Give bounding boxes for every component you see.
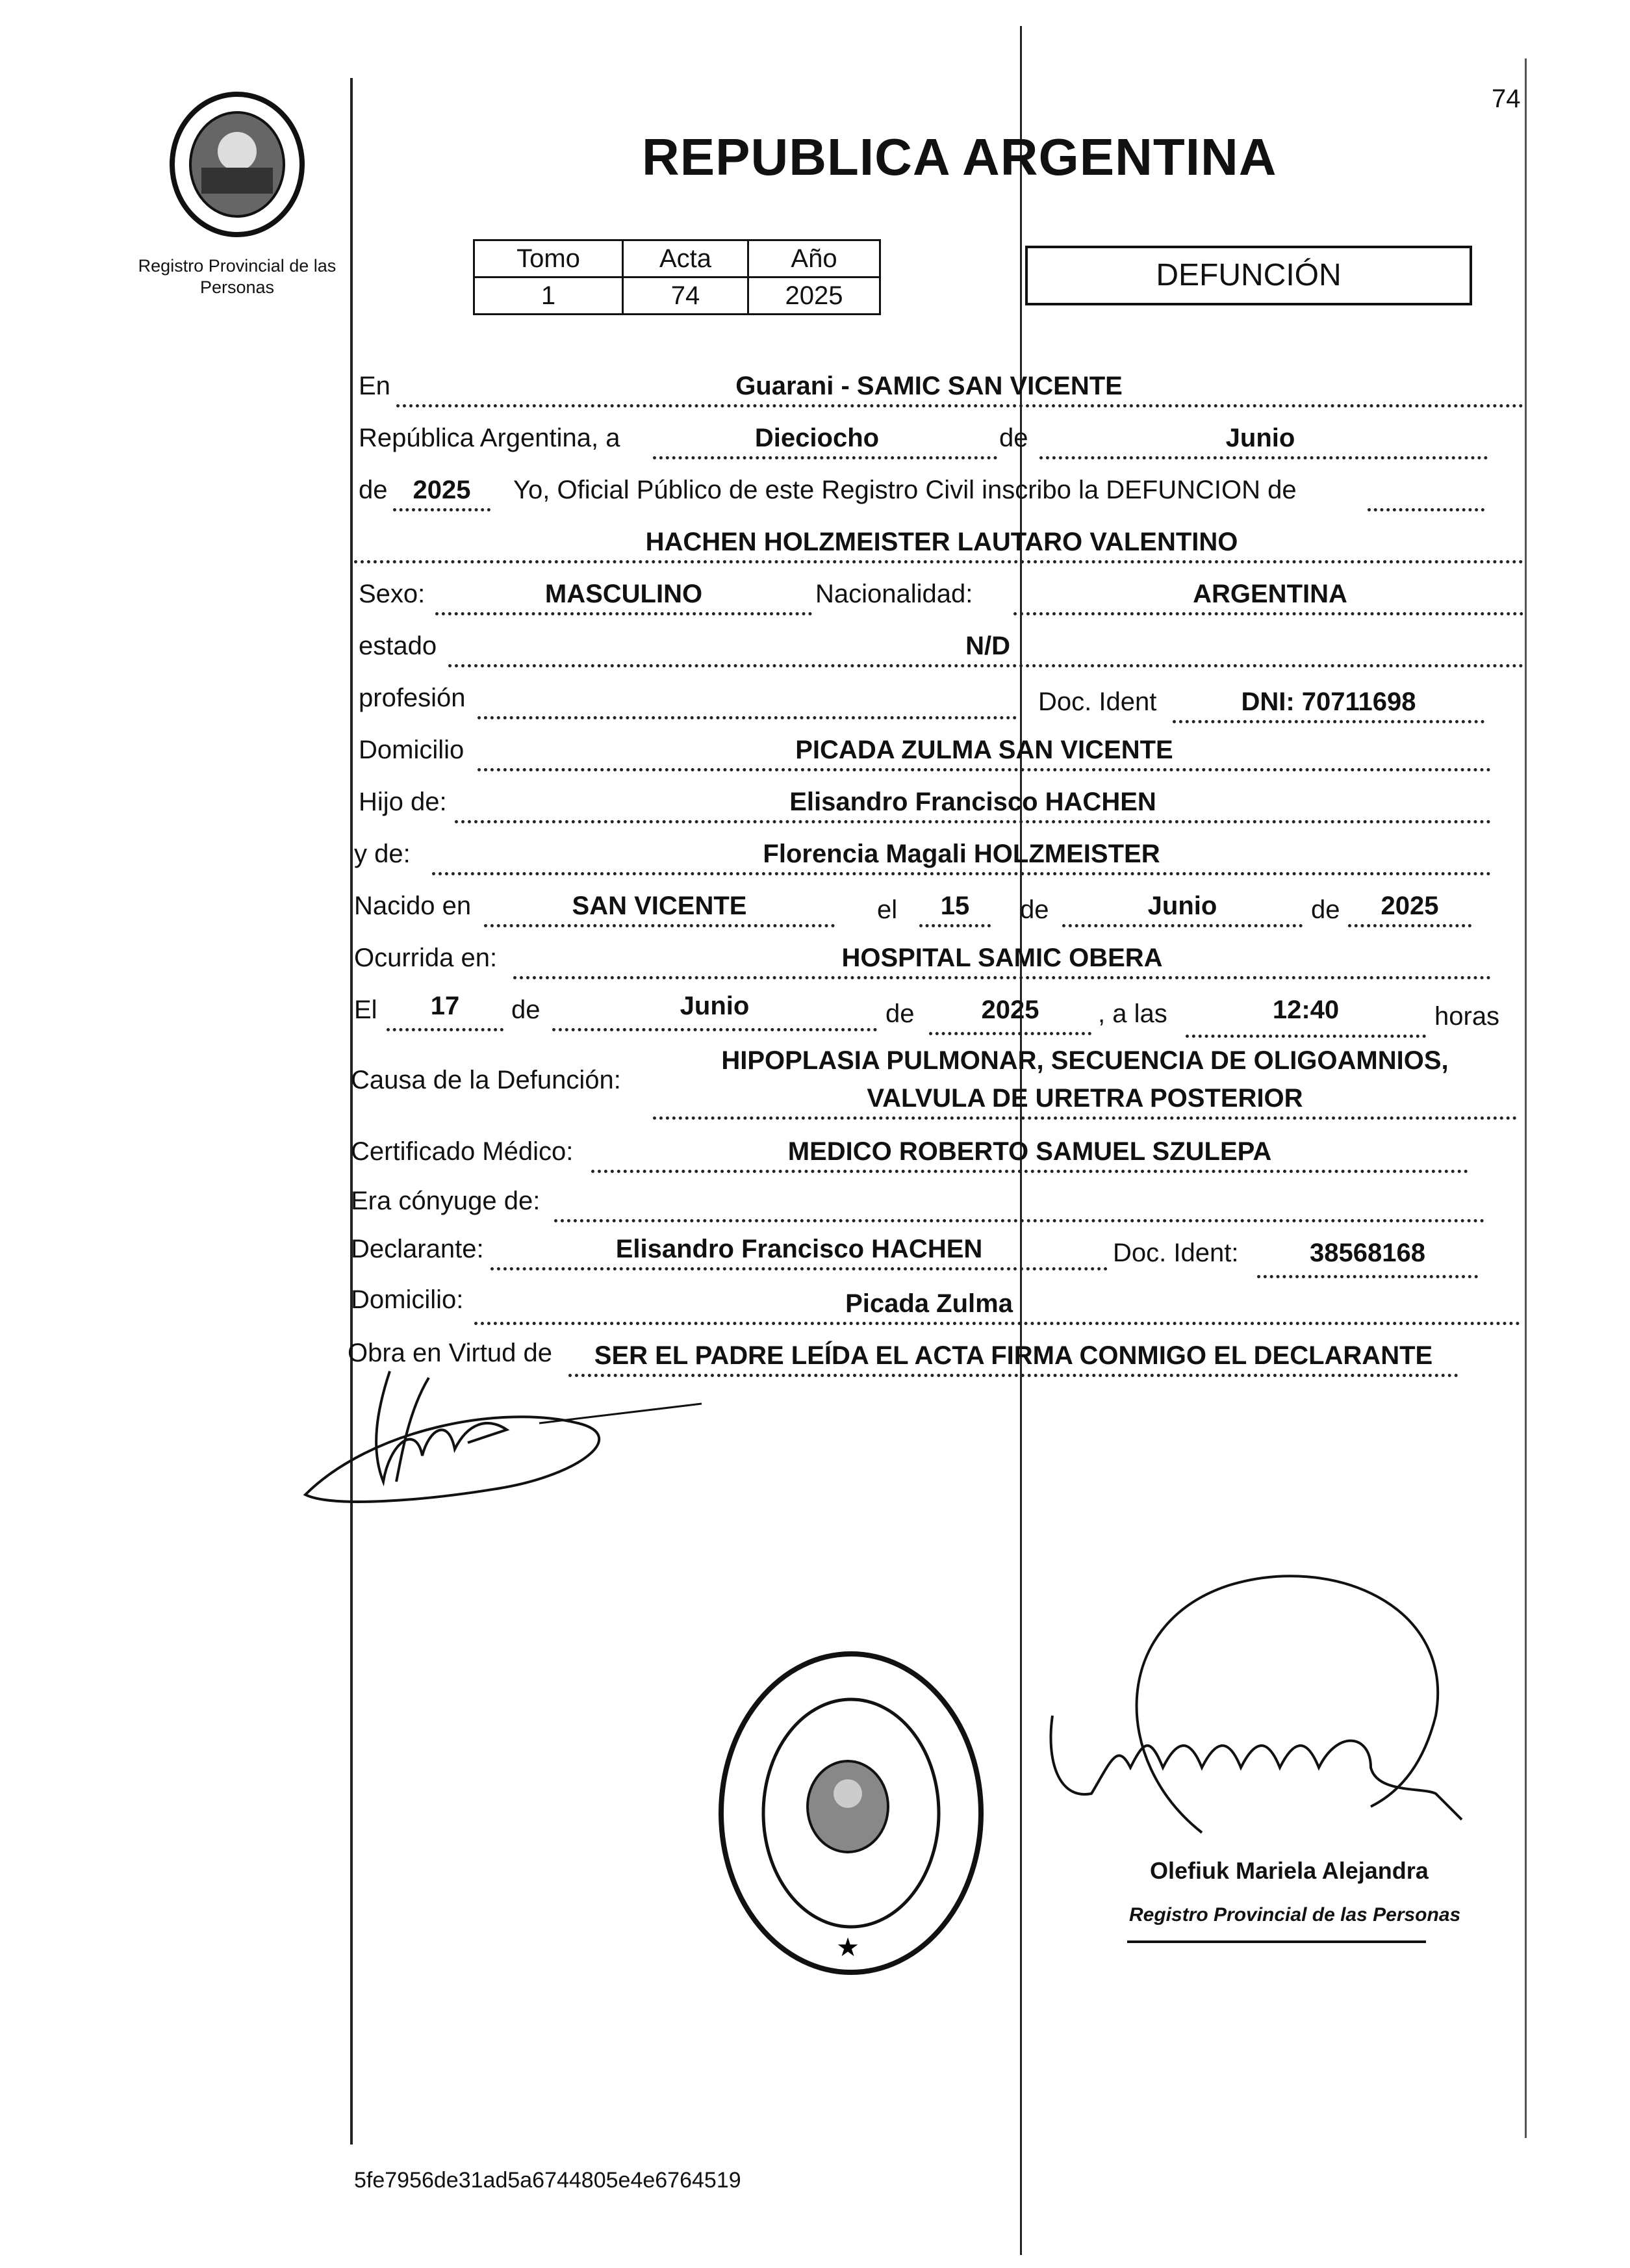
dotted-line [554, 1219, 1484, 1222]
official-registry: Registro Provincial de las Personas [1129, 1904, 1461, 1926]
acta-header: Acta [623, 240, 748, 277]
anio-value: 2025 [748, 277, 880, 315]
label-nacionalidad: Nacionalidad: [815, 580, 973, 608]
label-el: el [877, 896, 898, 924]
nombre-value: HACHEN HOLZMEISTER LAUTARO VALENTINO [645, 528, 1238, 556]
dotted-line [1257, 1275, 1478, 1278]
dotted-line [455, 820, 1491, 823]
label-hijo-de: Hijo de: [359, 788, 447, 816]
certificado-value: MEDICO ROBERTO SAMUEL SZULEPA [787, 1137, 1272, 1166]
dotted-line [1039, 456, 1488, 459]
official-name: Olefiuk Mariela Alejandra [1150, 1857, 1429, 1884]
lugar-value: Guarani - SAMIC SAN VICENTE [735, 372, 1123, 400]
estado-value: N/D [965, 632, 1010, 660]
document-hash: 5fe7956de31ad5a6744805e4e6764519 [354, 2168, 741, 2193]
declarante-value: Elisandro Francisco HACHEN [615, 1235, 983, 1263]
dia-value: Dieciocho [754, 424, 880, 452]
dotted-line [387, 1028, 503, 1031]
dotted-line [1348, 924, 1471, 927]
dotted-line [919, 924, 991, 927]
dotted-line [929, 1032, 1091, 1035]
label-conyuge: Era cónyuge de: [351, 1187, 541, 1215]
dotted-line [513, 976, 1491, 979]
dotted-line [393, 508, 490, 511]
declarante-domicilio-value: Picada Zulma [845, 1289, 1013, 1318]
label-estado: estado [359, 632, 437, 660]
label-domicilio: Domicilio [359, 736, 465, 764]
nacido-dia-value: 15 [940, 892, 970, 920]
dotted-line [448, 664, 1523, 667]
dotted-line [552, 1028, 877, 1031]
dotted-line [396, 404, 1523, 407]
right-margin-line [1525, 58, 1527, 2138]
label-domicilio2: Domicilio: [351, 1285, 464, 1314]
sexo-value: MASCULINO [544, 580, 703, 608]
label-de-mes: de [1020, 896, 1049, 924]
domicilio-value: PICADA ZULMA SAN VICENTE [795, 736, 1173, 764]
label-nacido-en: Nacido en [354, 892, 472, 920]
label-de-year: de [359, 476, 388, 504]
label-a-las: , a las [1098, 999, 1167, 1028]
label-obra: Obra en Virtud de [348, 1339, 553, 1367]
nacido-anio-value: 2025 [1381, 892, 1439, 920]
official-signature [1033, 1547, 1488, 1846]
registry-name: Registro Provincial de las Personas [138, 256, 337, 297]
dotted-line [478, 716, 1017, 719]
label-profesion: profesión [359, 684, 466, 712]
label-de2: de [511, 996, 541, 1024]
acta-value: 74 [623, 277, 748, 315]
registry-stamp [708, 1644, 994, 1982]
label-causa: Causa de la Defunción: [351, 1066, 621, 1094]
dotted-line [1062, 924, 1303, 927]
def-anio-value: 2025 [981, 996, 1039, 1024]
anio-value: 2025 [413, 476, 471, 504]
nacido-mes-value: Junio [1147, 892, 1217, 920]
declarant-signature [292, 1352, 734, 1521]
label-de-anio: de [1311, 896, 1340, 924]
official-underline [1127, 1940, 1426, 1943]
anio-header: Año [748, 240, 880, 277]
dotted-line [474, 1322, 1520, 1325]
left-margin-line [350, 78, 353, 2145]
dotted-line [478, 768, 1491, 771]
def-mes-value: Junio [680, 992, 750, 1020]
dotted-line [1368, 508, 1484, 511]
causa-line-2: VALVULA DE URETRA POSTERIOR [867, 1084, 1303, 1113]
dotted-line [490, 1267, 1108, 1270]
misiones-seal-logo [162, 90, 312, 239]
stamp-inner-text [0, 0, 1, 1]
label-rep-arg: República Argentina, a [359, 424, 620, 452]
dotted-line [435, 612, 812, 615]
dotted-line [653, 456, 997, 459]
tomo-header: Tomo [474, 240, 623, 277]
nacionalidad-value: ARGENTINA [1193, 580, 1347, 608]
dotted-line [432, 872, 1491, 875]
ocurrida-value: HOSPITAL SAMIC OBERA [841, 944, 1163, 972]
obra-value: SER EL PADRE LEÍDA EL ACTA FIRMA CONMIGO EL DECLARANTE [594, 1341, 1433, 1370]
label-de: de [999, 424, 1028, 452]
label-horas: horas [1434, 1002, 1500, 1031]
label-doc-ident: Doc. Ident [1038, 688, 1157, 716]
label-de3: de [885, 999, 915, 1028]
declarante-doc-value: 38568168 [1310, 1239, 1425, 1267]
dotted-line [1186, 1035, 1426, 1038]
def-hora-value: 12:40 [1272, 996, 1340, 1024]
page-number: 74 [1492, 84, 1521, 113]
label-ocurrida: Ocurrida en: [354, 944, 498, 972]
svg-text:★: ★ [836, 1933, 860, 1963]
label-el-cap: El [354, 996, 377, 1024]
label-certificado: Certificado Médico: [351, 1137, 574, 1166]
label-y-de: y de: [354, 840, 411, 868]
page-title: REPUBLICA ARGENTINA [642, 128, 1277, 186]
causa-line-1: HIPOPLASIA PULMONAR, SECUENCIA DE OLIGOAMNIOS, [721, 1046, 1449, 1075]
dotted-line [1013, 612, 1523, 615]
label-doc-ident2: Doc. Ident: [1113, 1239, 1239, 1267]
def-dia-value: 17 [430, 992, 460, 1020]
dotted-line [591, 1170, 1468, 1173]
document-type-box: DEFUNCIÓN [1025, 246, 1472, 305]
dotted-line [1173, 720, 1484, 723]
dotted-line [484, 924, 835, 927]
dotted-line [354, 560, 1523, 563]
mes-value: Junio [1225, 424, 1295, 452]
doc-ident-value: DNI: 70711698 [1241, 688, 1416, 716]
nacido-en-value: SAN VICENTE [572, 892, 747, 920]
label-declarante: Declarante: [351, 1235, 484, 1263]
tomo-value: 1 [474, 277, 623, 315]
madre-value: Florencia Magali HOLZMEISTER [763, 840, 1160, 868]
dotted-line [653, 1116, 1517, 1120]
padre-value: Elisandro Francisco HACHEN [789, 788, 1156, 816]
label-inscribo: Yo, Oficial Público de este Registro Civil inscribo la DEFUNCION de [513, 476, 1297, 504]
label-sexo: Sexo: [359, 580, 426, 608]
label-en: En [359, 372, 390, 400]
reference-table [473, 239, 881, 315]
